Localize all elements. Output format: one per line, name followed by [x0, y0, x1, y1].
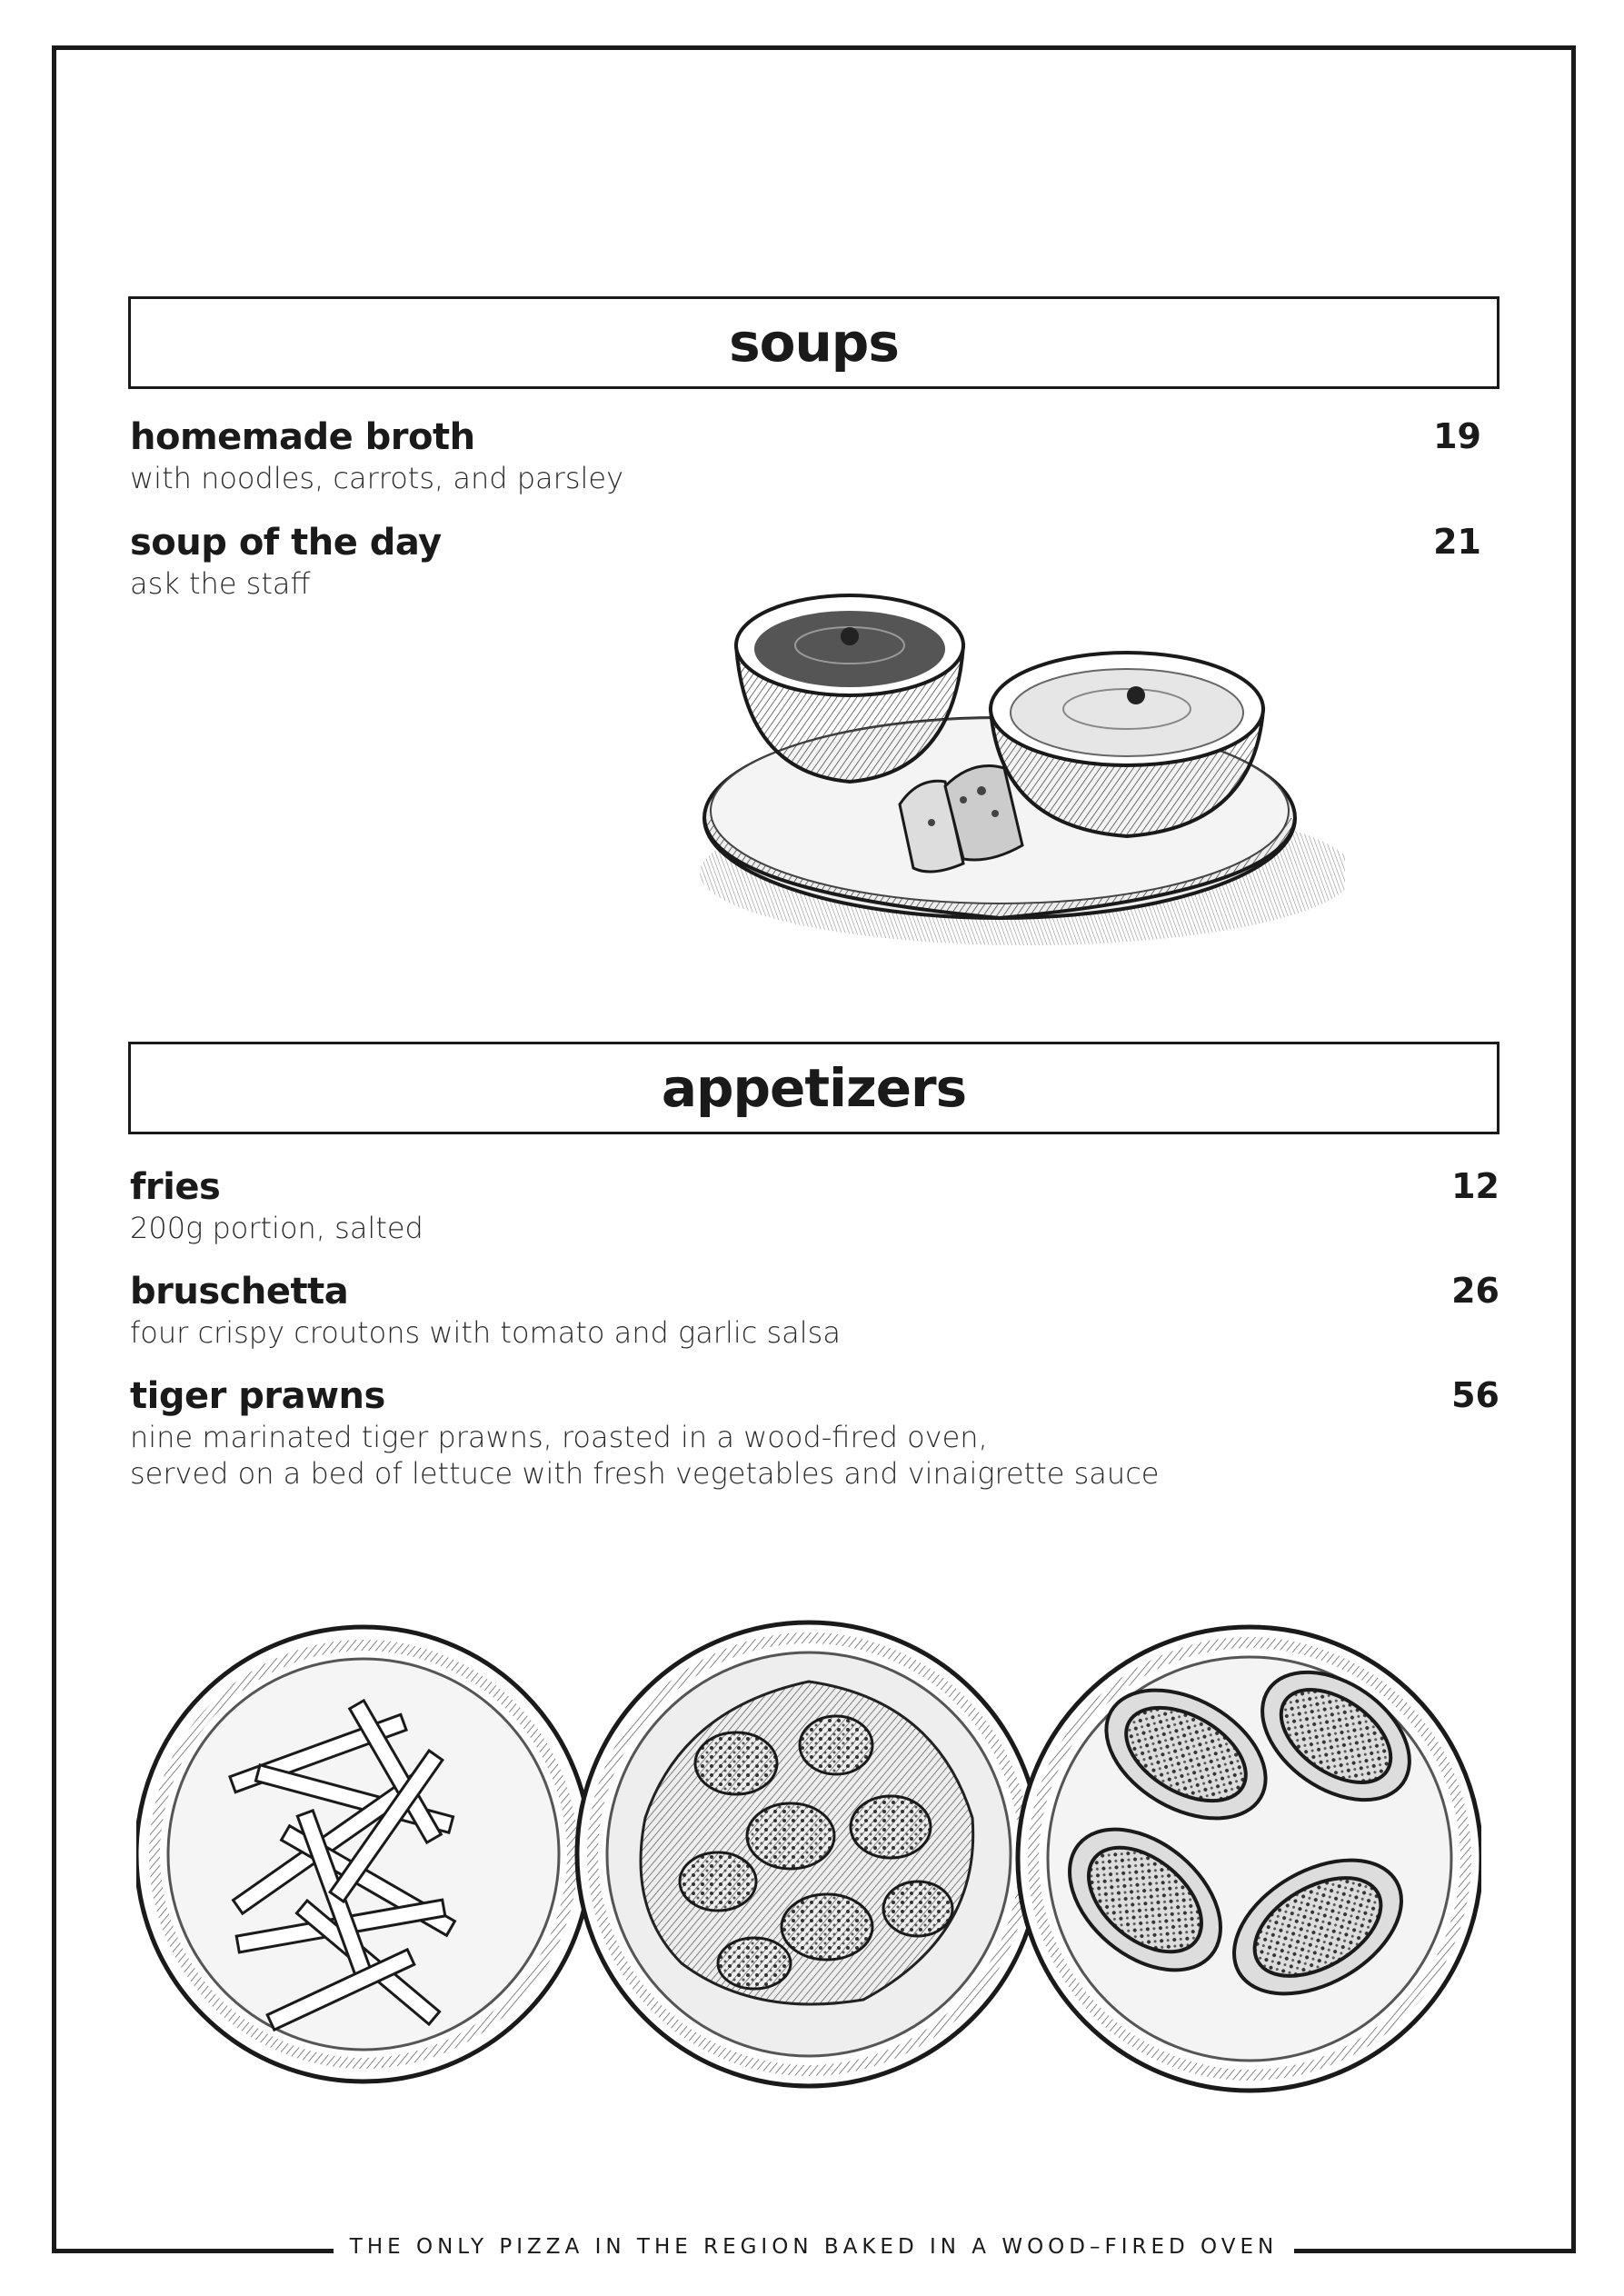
appetizers-illustration — [136, 1545, 1481, 2163]
fries-plate-illustration — [136, 1627, 591, 2081]
footer-tagline: THE ONLY PIZZA IN THE REGION BAKED IN A WOOD–FIRED OVEN — [349, 2235, 1279, 2259]
frame-bottom-right-line — [1294, 2249, 1576, 2253]
item-description: with noodles, carrots, and parsley — [130, 461, 623, 495]
item-name: bruschetta — [130, 1271, 349, 1313]
item-description-line-2: served on a bed of lettuce with fresh vegetables and vinaigrette sauce — [130, 1456, 1160, 1491]
appetizers-title: appetizers — [661, 1057, 967, 1119]
item-name: homemade broth — [130, 416, 475, 458]
frame-bottom-left-line — [52, 2249, 334, 2253]
item-price: 21 — [1433, 522, 1481, 562]
soups-title: soups — [729, 312, 899, 374]
item-name: tiger prawns — [130, 1375, 385, 1417]
item-description-line-1: nine marinated tiger prawns, roasted in a wood-fired oven, — [130, 1420, 988, 1454]
bruschetta-plate-illustration — [1018, 1627, 1481, 2091]
item-price: 19 — [1433, 416, 1481, 456]
item-description — [130, 1419, 1159, 1492]
item-description: ask the staff — [130, 566, 311, 601]
item-price: 56 — [1451, 1375, 1499, 1415]
item-price: 12 — [1451, 1166, 1499, 1206]
item-description: 200g portion, salted — [130, 1211, 423, 1245]
appetizers-section-header — [128, 1042, 1499, 1134]
item-name: fries — [130, 1166, 221, 1208]
soup-bowls-illustration — [691, 573, 1345, 973]
soups-section-header — [128, 296, 1499, 389]
item-description: four crispy croutons with tomato and garlic salsa — [130, 1315, 841, 1350]
item-price: 26 — [1451, 1271, 1499, 1311]
item-name: soup of the day — [130, 522, 442, 564]
prawns-plate-illustration — [577, 1622, 1041, 2086]
